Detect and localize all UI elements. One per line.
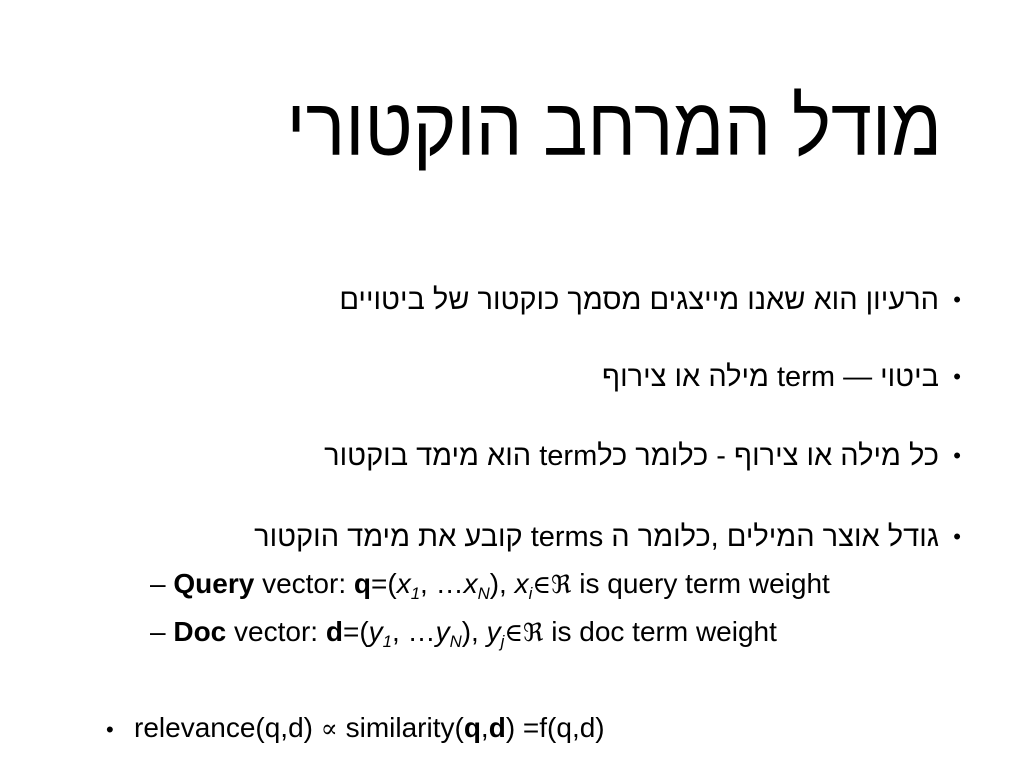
element-of-reals-symbol: ∈ℜ <box>504 618 544 647</box>
relevance-part2: similarity( <box>337 712 464 743</box>
x1-var: x <box>396 568 411 599</box>
q-var: q <box>353 568 371 599</box>
ellipsis: , … <box>420 568 464 599</box>
item-text-part2: מילה או צירוף <box>602 361 769 393</box>
item-text-part1: גודל אוצר המילים ,כלומר ה <box>611 521 939 553</box>
doc-word: Doc <box>173 616 227 647</box>
vector-label: vector: <box>254 568 354 599</box>
bullet-dot: • <box>106 717 114 742</box>
item-text-part1: כל מילה או צירוף - כלומר כל <box>597 440 939 472</box>
y1-sub: 1 <box>382 631 392 651</box>
d-var: d <box>325 616 343 647</box>
q-bold: q <box>463 712 481 743</box>
eq-close: ), <box>489 568 515 599</box>
comma: , <box>480 712 489 743</box>
item-text: הרעיון הוא שאנו מייצגים מסמך כוקטור של ביטויים <box>339 284 939 316</box>
yN-var: y <box>435 616 450 647</box>
bullet-dot: • <box>953 443 961 468</box>
yj-sub: j <box>500 631 505 651</box>
xi-sub: i <box>528 583 533 603</box>
yj-var: y <box>486 616 501 647</box>
doc-vector-line <box>150 612 777 653</box>
term-word: terms <box>530 521 604 553</box>
doc-tail: is doc term weight <box>543 616 777 647</box>
proportional-symbol: ∝ <box>320 714 338 743</box>
query-vector-line <box>150 564 830 605</box>
xN-var: x <box>463 568 478 599</box>
item-text-part2: קובע את מימד הוקטור <box>254 521 523 553</box>
vector-label: vector: <box>226 616 326 647</box>
bullet-item-dimension <box>324 436 961 476</box>
xi-var: x <box>514 568 529 599</box>
x1-sub: 1 <box>410 583 421 603</box>
y1-var: y <box>368 616 383 647</box>
yN-sub: N <box>449 631 462 651</box>
bullet-dot: • <box>953 287 961 312</box>
query-tail: is query term weight <box>571 568 830 599</box>
bullet-dot: • <box>953 524 961 549</box>
relevance-line <box>106 708 605 750</box>
item-text-part1: ביטוי — <box>843 361 939 393</box>
slide-title: מודל המרחב הוקטורי <box>286 81 942 173</box>
eq-close: ), <box>461 616 487 647</box>
term-word: term <box>777 361 835 393</box>
bullet-item-vocabulary <box>254 517 961 557</box>
relevance-part1: relevance(q,d) <box>134 712 321 743</box>
dash: – <box>150 616 166 647</box>
bullet-dot: • <box>953 364 961 389</box>
xN-sub: N <box>477 583 490 603</box>
d-bold: d <box>488 712 506 743</box>
relevance-part3: ) =f(q,d) <box>505 712 605 743</box>
bullet-item-idea <box>339 280 961 320</box>
query-word: Query <box>173 568 255 599</box>
term-word: term <box>539 440 598 472</box>
dash: – <box>150 568 166 599</box>
ellipsis: , … <box>392 616 436 647</box>
item-text-part2: הוא מימד בוקטור <box>324 440 532 472</box>
eq-open: =( <box>371 568 397 599</box>
eq-open: =( <box>342 616 369 647</box>
element-of-reals-symbol: ∈ℜ <box>532 570 572 599</box>
bullet-item-term-definition <box>602 357 961 397</box>
